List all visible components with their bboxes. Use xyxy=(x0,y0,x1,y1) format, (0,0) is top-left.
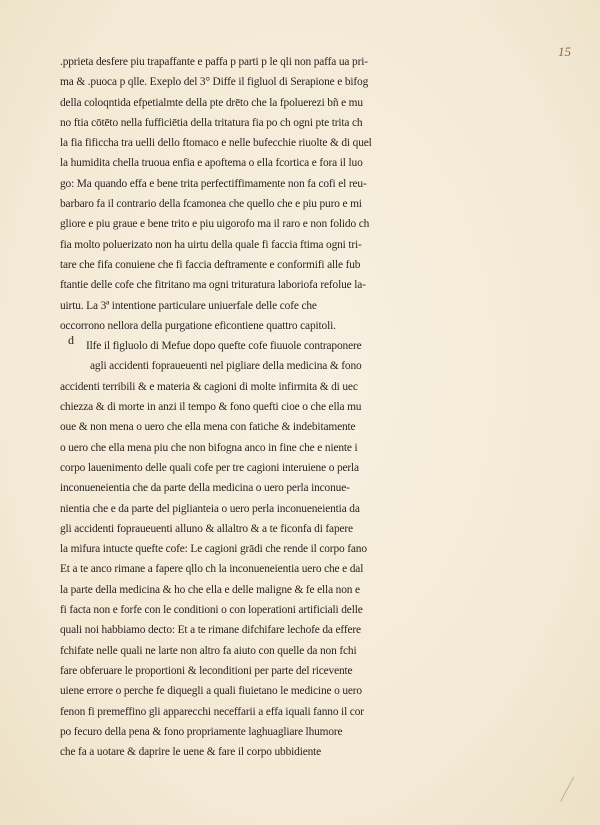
text-line: go: Ma quando effa e bene trita perfectiffimamente non fa cofi el reu- xyxy=(60,177,367,190)
text-line: agli accidenti fopraueuenti nel pigliare della medicina & fono xyxy=(90,360,362,373)
text-line: o uero che ella mena piu che non bifogna anco in fine che e niente i xyxy=(60,441,358,454)
paragraph-marker: d xyxy=(68,333,74,347)
folio-number: 15 xyxy=(558,44,571,59)
text-line: fenon fi premeffino gli apparecchi neceffarii a effa iquali fanno il cor xyxy=(60,705,364,718)
text-line: corpo lauenimento delle quali cofe per tre cagioni interuiene o perla xyxy=(60,461,359,474)
text-line: quali noi habbiamo decto: Et a te rimane difchifare lechofe da effere xyxy=(60,624,361,637)
text-line: gliore e piu graue e bene trito e piu uigorofo ma il raro e non folido ch xyxy=(60,218,370,231)
text-line: la humidita chella truoua enfia e apoftema o ella fcortica e fora il luo xyxy=(60,157,363,170)
text-line: che fa a uotare & daprire le uene & fare il corpo ubbidiente xyxy=(60,746,322,759)
text-line: fchifate nelle quali ne larte non altro fa aiuto con quelle da non fchi xyxy=(60,644,357,657)
text-line: ftantie delle cofe che fitritano ma ogni trituratura laboriofa refolue la- xyxy=(60,279,366,292)
text-line: nientia che e da parte del piglianteia o uero perla inconueneientia da xyxy=(60,502,360,515)
text-line: Ilfe il figluolo di Mefue dopo quefte cofe fiuuole contraponere xyxy=(86,340,362,353)
text-line: po fecuro della pena & fono propriamente laghuagliare lhumore xyxy=(60,725,343,738)
text-line: ma & .puoca p qlle. Exeplo del 3° Diffe il figluol di Serapione e bifog xyxy=(60,76,369,89)
text-line: fi facta non e forfe con le conditioni o con loperationi artificiali delle xyxy=(60,604,363,617)
text-line: chiezza & di morte in anzi il tempo & fono quefti cioe o che ella mu xyxy=(60,401,362,414)
text-line: la mifura intucte quefte cofe: Le cagioni grādi che rende il corpo fano xyxy=(60,543,367,556)
text-line: oue & non mena o uero che ella mena con fatiche & indebitamente xyxy=(60,421,356,434)
text-line: no ftia cōtēto nella fufficiētia della tritatura fia po ch ogni pte trita ch xyxy=(60,116,363,129)
text-line: Et a te anco rimane a fapere qllo ch la inconueneientia uero che e dal xyxy=(60,563,364,576)
text-line: barbaro fa il contrario della fcamonea che quello che e piu puro e mi xyxy=(60,198,362,211)
text-line: tare che fifa conuiene che fi faccia deftramente e conformifi alle fub xyxy=(60,258,361,271)
text-line: fia molto poluerizato non ha uirtu della quale fi faccia ftima ogni tri- xyxy=(60,238,362,251)
text-line: uirtu. La 3ª intentione particulare uniuerfale delle cofe che xyxy=(60,299,317,312)
text-line: della coloqntida efpetialmte della pte drēto che la fpoluerezi bñ e mu xyxy=(60,96,363,109)
text-line: gli accidenti fopraueuenti alluno & allaltro & a te ficonfa di fapere xyxy=(60,522,353,535)
pencil-mark xyxy=(560,777,585,808)
text-line: accidenti terribili & e materia & cagioni di molte infirmita & di uec xyxy=(60,380,358,393)
text-line: occorrono nellora della purgatione eficontiene quattro capitoli. xyxy=(60,319,336,332)
text-line: inconueneientia che da parte della medicina o uero perla inconue- xyxy=(60,482,350,495)
text-line: .pprieta desfere piu trapaffante e paffa p parti p le qli non paffa ua pri- xyxy=(60,56,368,68)
text-column xyxy=(60,52,490,762)
text-line: la fia fificcha tra uelli dello ftomaco e nelle bufecchie riuolte & di quel xyxy=(60,137,372,150)
text-line: la parte della medicina & ho che ella e delle maligne & fe ella non e xyxy=(60,583,360,596)
text-line: uiene errore o perche fe diquegli a quali fiuietano le medicine o uero xyxy=(60,685,362,698)
text-line: fare obferuare le proportioni & leconditioni per parte del ricevente xyxy=(60,664,353,677)
